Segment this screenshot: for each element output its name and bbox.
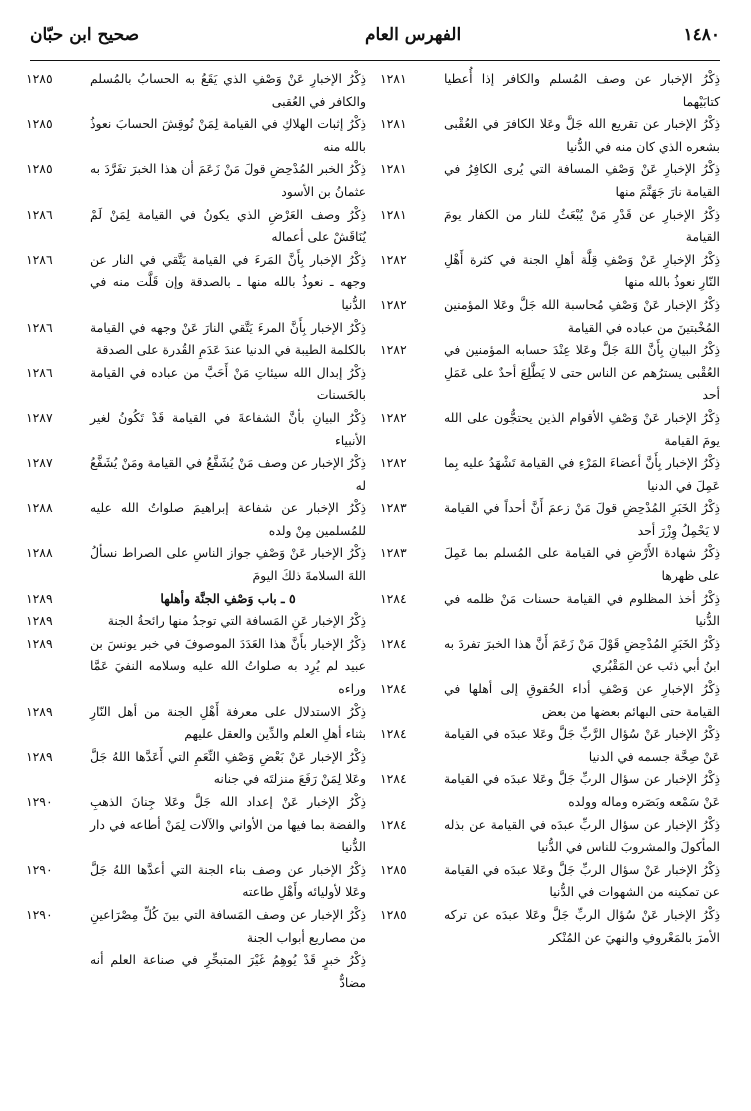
entry-page-number: ١٢٨٤: [380, 590, 407, 606]
index-entry: [380, 68, 720, 113]
entry-page-number: ١٢٨٨: [26, 545, 53, 561]
entry-page-number: ١٢٨٨: [26, 500, 53, 516]
entry-page-number: ١٢٨٣: [380, 545, 407, 561]
entry-page-number: ١٢٨٦: [26, 364, 53, 380]
entry-page-number: ١٢٨٥: [26, 161, 53, 177]
entry-text: ٥ ـ باب وَصْفِ الجنَّة وأهلها: [160, 590, 296, 606]
book-title: صحيح ابن حبّان: [30, 25, 140, 45]
left-column: [26, 68, 366, 994]
entry-page-number: ١٢٨٦: [26, 319, 53, 335]
index-entry: [26, 452, 366, 497]
entry-page-number: ١٢٨٢: [380, 455, 407, 471]
index-entry: [26, 317, 366, 362]
entry-page-number: ١٢٨٤: [380, 635, 407, 651]
index-entry: [26, 542, 366, 587]
entry-text: ذِكْرُ الإخبار عَنْ إعداد الله جَلَّ وعَلا جِنانَ الذهبِ والفضة بما فيها من الأواني والآلات لِمَنْ أطاعه في دار الدُّنيا: [90, 794, 366, 855]
entry-page-number: ١٢٨١: [380, 71, 407, 86]
index-entry: [26, 859, 366, 904]
running-title: الفهرس العام: [365, 25, 462, 45]
entry-text: ذِكْرُ الإخبار عن وصف المُسلم والكافر إذا أُعطيا كتابَيْهما: [444, 71, 720, 109]
index-entry: [26, 610, 366, 633]
index-entry: [380, 497, 720, 542]
entry-text: ذِكْرُ الإخبار بأَنَّ هذا العَدَدَ الموصوفَ في خبر يونسَ بن عبيد لم يُرِد به صلواتُ الله عليه وسلامه النفيَ عَمَّا وراءه: [90, 635, 366, 697]
entry-text: ذِكْرُ الإخبار عَنْ سؤال الربِّ جَلَّ وعَلا عبدَه في القيامة عن تمكينه من الشهوات في الدُّنيا: [444, 861, 720, 900]
entry-text: ذِكْرُ الإخبار عن وصف مَنْ يُشَفَّعُ في القيامة ومَنْ يُشَفَّعُ له: [90, 455, 366, 493]
entry-text: ذِكْرُ الإخبارِ عَنْ وَصْفِ المسافة التي يُرى الكافِرُ في القيامة نارَ جَهَنَّمَ منها: [444, 161, 720, 199]
entry-text: ذِكْرُ الإخبار بِأَنَّ أعضاءَ المَرْءِ في القيامة تَشْهَدُ عليه بِما عَمِلَ في الدنيا: [444, 455, 720, 493]
index-entry: [26, 791, 366, 859]
index-entry: [380, 113, 720, 158]
entry-page-number: ١٢٨١: [380, 161, 407, 177]
index-entry: [26, 746, 366, 791]
entry-text: ذِكْرُ إثبات الهلاكِ في القيامة لِمَنْ نُوقِشَ الحسابَ نعوذُ بالله منه: [90, 116, 366, 154]
entry-page-number: ١٢٨٦: [26, 206, 53, 222]
entry-text: ذِكْرُ الإخبار عَنْ وَصْفِ مُحاسبة الله جَلَّ وعَلا المؤمنين المُخْبتينَ من عباده في القيامة: [444, 296, 720, 335]
entry-text: ذِكْرُ الإخبار عن وصف بناء الجنة التي أعدَّها اللهُ جَلَّ وعَلا لأوليائه وأَهْلِ طاعته: [90, 861, 366, 900]
entry-page-number: ١٢٨٩: [26, 748, 53, 764]
entry-text: ذِكْرُ الإخبارِ عن قَدْرِ مَنْ يُبْعَثُ للنار من الكفار يومَ القيامة: [444, 206, 720, 245]
index-entry: [380, 452, 720, 497]
index-entry: [26, 949, 366, 994]
entry-page-number: ١٢٩٠: [26, 906, 53, 922]
entry-text: ذِكْرُ شهادة الأَرْضِ في القيامة على المُسلم بما عَمِلَ على ظهرها: [444, 545, 720, 584]
entry-text: ذِكْرُ الإخبار بِأَنَّ المرءَ يَتَّقي النارَ عَنْ وجهه في القيامة بالكلمة الطيبة في الدنيا عندَ عَدَمِ القُدرة على الصدقة: [90, 319, 366, 358]
entry-page-number: ١٢٨٦: [26, 251, 53, 267]
entry-text: ذِكْرُ الإخبار عن سؤال الربِّ عبدَه في القيامة عن بذله المأكولَ والمشروبَ للناس في الدُّنيا: [444, 816, 720, 855]
entry-text: ذِكْرُ الإخبار عن تقريع الله جَلَّ وعَلا الكافرَ في العُقْبى بشعره الذي كان منه في الدُّنيا: [444, 116, 720, 154]
index-entry: [380, 768, 720, 813]
index-entry: [380, 588, 720, 633]
entry-text: ذِكْرُ الإخبار عَنْ سُؤال الربِّ جَلَّ وعَلا عبدَه عن تركه الأمرَ بالمَعْروفِ والنهيَ عن المُنْكر: [444, 906, 720, 945]
entry-page-number: ١٢٨٢: [380, 251, 407, 267]
entry-page-number: ١٢٨٤: [380, 681, 407, 697]
entry-text: ذِكْرُ الإخبار عَنْ وَصْفِ الأقوام الذين يحتجُّون على الله يومَ القيامة: [444, 409, 720, 448]
entry-text: ذِكْرُ الإخبار عن شفاعة إبراهيمَ صلواتُ الله عليه للمُسلمين مِنْ ولده: [90, 500, 366, 538]
index-entry: [26, 701, 366, 746]
index-entry: [380, 904, 720, 949]
entry-page-number: ١٢٨٩: [26, 590, 53, 606]
index-entry: [380, 859, 720, 904]
index-entry: [26, 68, 366, 113]
section-heading: [26, 588, 366, 611]
entry-page-number: ١٢٨٢: [380, 296, 407, 312]
index-entry: [26, 113, 366, 158]
page-header: [30, 12, 720, 60]
entry-page-number: ١٢٨١: [380, 206, 407, 222]
index-entry: [380, 678, 720, 723]
entry-page-number: ١٢٨٥: [380, 906, 407, 922]
entry-page-number: ١٢٨٣: [380, 500, 407, 516]
right-column: [380, 68, 720, 949]
entry-text: ذِكْرُ الإخبار عَنْ بَعْضِ وَصْفِ النِّعَمِ التي أَعَدَّها اللهُ جَلَّ وعَلا لِمَنْ رَفَعَ منزلتَه في جنانه: [90, 748, 366, 787]
entry-page-number: ١٢٨٤: [380, 816, 407, 832]
entry-page-number: ١٢٨٥: [380, 861, 407, 877]
entry-page-number: ١٢٨٩: [26, 635, 53, 651]
entry-text: ذِكْرُ خبرٍ قَدْ يُوهِمُ غَيْرَ المتبحِّرِ في صناعة العلم أنه مضادٌّ: [90, 952, 366, 990]
entry-text: ذِكْرُ البيانِ بأنَّ الشفاعةَ في القيامة قَدْ تَكُونُ لغير الأنبياء: [90, 409, 366, 448]
entry-page-number: ١٢٨٩: [26, 703, 53, 719]
entry-page-number: ١٢٨٧: [26, 409, 53, 425]
entry-text: ذِكْرُ أخذ المظلوم في القيامة حسنات مَنْ ظلمه في الدُّنيا: [444, 590, 720, 629]
index-entry: [380, 723, 720, 768]
entry-text: ذِكْرُ البيانِ بِأَنَّ اللهَ جَلَّ وعَلا عِنْدَ حسابه المؤمنين في العُقْبى يسترُهم عن الناس حتى لا يَطَّلِعَ أحدٌ على عَمَلِ أحد: [444, 342, 720, 403]
index-entry: [380, 158, 720, 203]
entry-text: ذِكْرُ الإخبار عَنْ وَصْفِ جواز الناسِ على الصراط نسألُ اللهَ السلامةَ ذلكَ اليومَ: [90, 545, 366, 584]
entry-text: ذِكْرُ الإخبارِ عَنْ وَصْفِ قِلَّة أهلِ الجنة في كثرة أَهْلِ النّارِ نعوذُ بالله منها: [444, 251, 720, 290]
entry-page-number: ١٢٨٥: [26, 116, 53, 132]
entry-text: ذِكْرُ الإخبارِ عَنْ وَصْفِ الذي يَقَعُ به الحسابُ بالمُسلم والكافر في العُقبى: [90, 71, 366, 109]
index-entry: [26, 362, 366, 407]
entry-text: ذِكْرُ الخَبَرِ المُدْحِضِ قَوْلَ مَنْ زَعَمَ أَنَّ هذا الخبرَ تفردَ به ابنُ أبي ذئب عن المَقْبُري: [444, 635, 720, 674]
entry-page-number: ١٢٩٠: [26, 861, 53, 877]
index-entry: [380, 249, 720, 294]
entry-page-number: ١٢٨٤: [380, 771, 407, 787]
entry-page-number: ١٢٩٠: [26, 794, 53, 809]
entry-page-number: ١٢٨٤: [380, 726, 407, 742]
entry-text: ذِكْرُ الخَبَرِ المُدْحِضِ قولَ مَنْ زعمَ أَنَّ أحداً في القيامة لا يَحْمِلُ وِزْرَ أحد: [444, 500, 720, 538]
entry-text: ذِكْرُ الاستدلال على معرفة أَهْلِ الجنة من أهل النّارِ بثناء أهلِ العلم والدِّين والعقل عليهم: [90, 703, 366, 742]
index-entry: [380, 204, 720, 249]
entry-text: ذِكْرُ الإخبار عَنِ المَسافة التي توجدُ منها رائحةُ الجنة: [107, 613, 366, 629]
entry-text: ذِكْرُ وصف العَرْضِ الذي يكونُ في القيامة لِمَنْ لَمْ يُنَاقَشْ على أعماله: [90, 206, 366, 245]
entry-page-number: ١٢٨٢: [380, 409, 407, 425]
index-entry: [380, 407, 720, 452]
index-entry: [26, 158, 366, 203]
index-entry: [380, 294, 720, 339]
entry-text: ذِكْرُ الخبر المُدْحِضِ قولَ مَنْ زَعَمَ أن هذا الخبرَ تفَرَّدَ به عثمانُ بن الأسود: [90, 161, 366, 199]
index-entry: [26, 204, 366, 249]
page-number: ١٤٨٠: [683, 25, 720, 45]
entry-page-number: ١٢٨٢: [380, 342, 407, 358]
entry-text: ذِكْرُ إبدال الله سيئاتِ مَنْ أَحَبَّ من عباده في القيامة بالحَسنات: [90, 364, 366, 403]
entry-page-number: ١٢٨٧: [26, 455, 53, 471]
index-entry: [380, 633, 720, 678]
index-entry: [26, 249, 366, 317]
entry-text: ذِكْرُ الإخبار عن وصف المَسافة التي بينَ كُلِّ مِصْرَاعينِ من مصاريع أبواب الجنة: [90, 906, 366, 945]
entry-text: ذِكْرُ الإخبار عَنْ سُؤال الرَّبِّ جَلَّ وعَلا عبدَه في القيامة عَنْ صِحَّة جسمه في الدنيا: [444, 726, 720, 764]
index-entry: [380, 542, 720, 587]
entry-page-number: ١٢٨١: [380, 116, 407, 132]
index-entry: [380, 339, 720, 407]
entry-page-number: ١٢٨٥: [26, 71, 53, 86]
entry-text: ذِكْرُ الإخبارِ عن وَصْفِ أداء الحُقوقِ إلى أهلها في القيامة حتى البهائم بعضها من بعض: [444, 681, 720, 719]
index-entry: [26, 633, 366, 701]
index-entry: [26, 497, 366, 542]
index-entry: [380, 814, 720, 859]
header-rule: [30, 60, 720, 61]
entry-page-number: ١٢٨٩: [26, 613, 53, 629]
index-entry: [26, 407, 366, 452]
entry-text: ذِكْرُ الإخبار عن سؤال الربِّ جَلَّ وعَلا عبدَه في القيامة عَنْ سَمْعه وبَصَره وماله وولده: [444, 771, 720, 809]
entry-text: ذِكْرُ الإخبار بِأَنَّ المَرءَ في القيامة يَتَّقي في النار عن وجهه ـ نعوذُ بالله منها ـ بالصدقة وإن قَلَّت منه في الدُّنيا: [90, 251, 366, 312]
index-entry: [26, 904, 366, 949]
